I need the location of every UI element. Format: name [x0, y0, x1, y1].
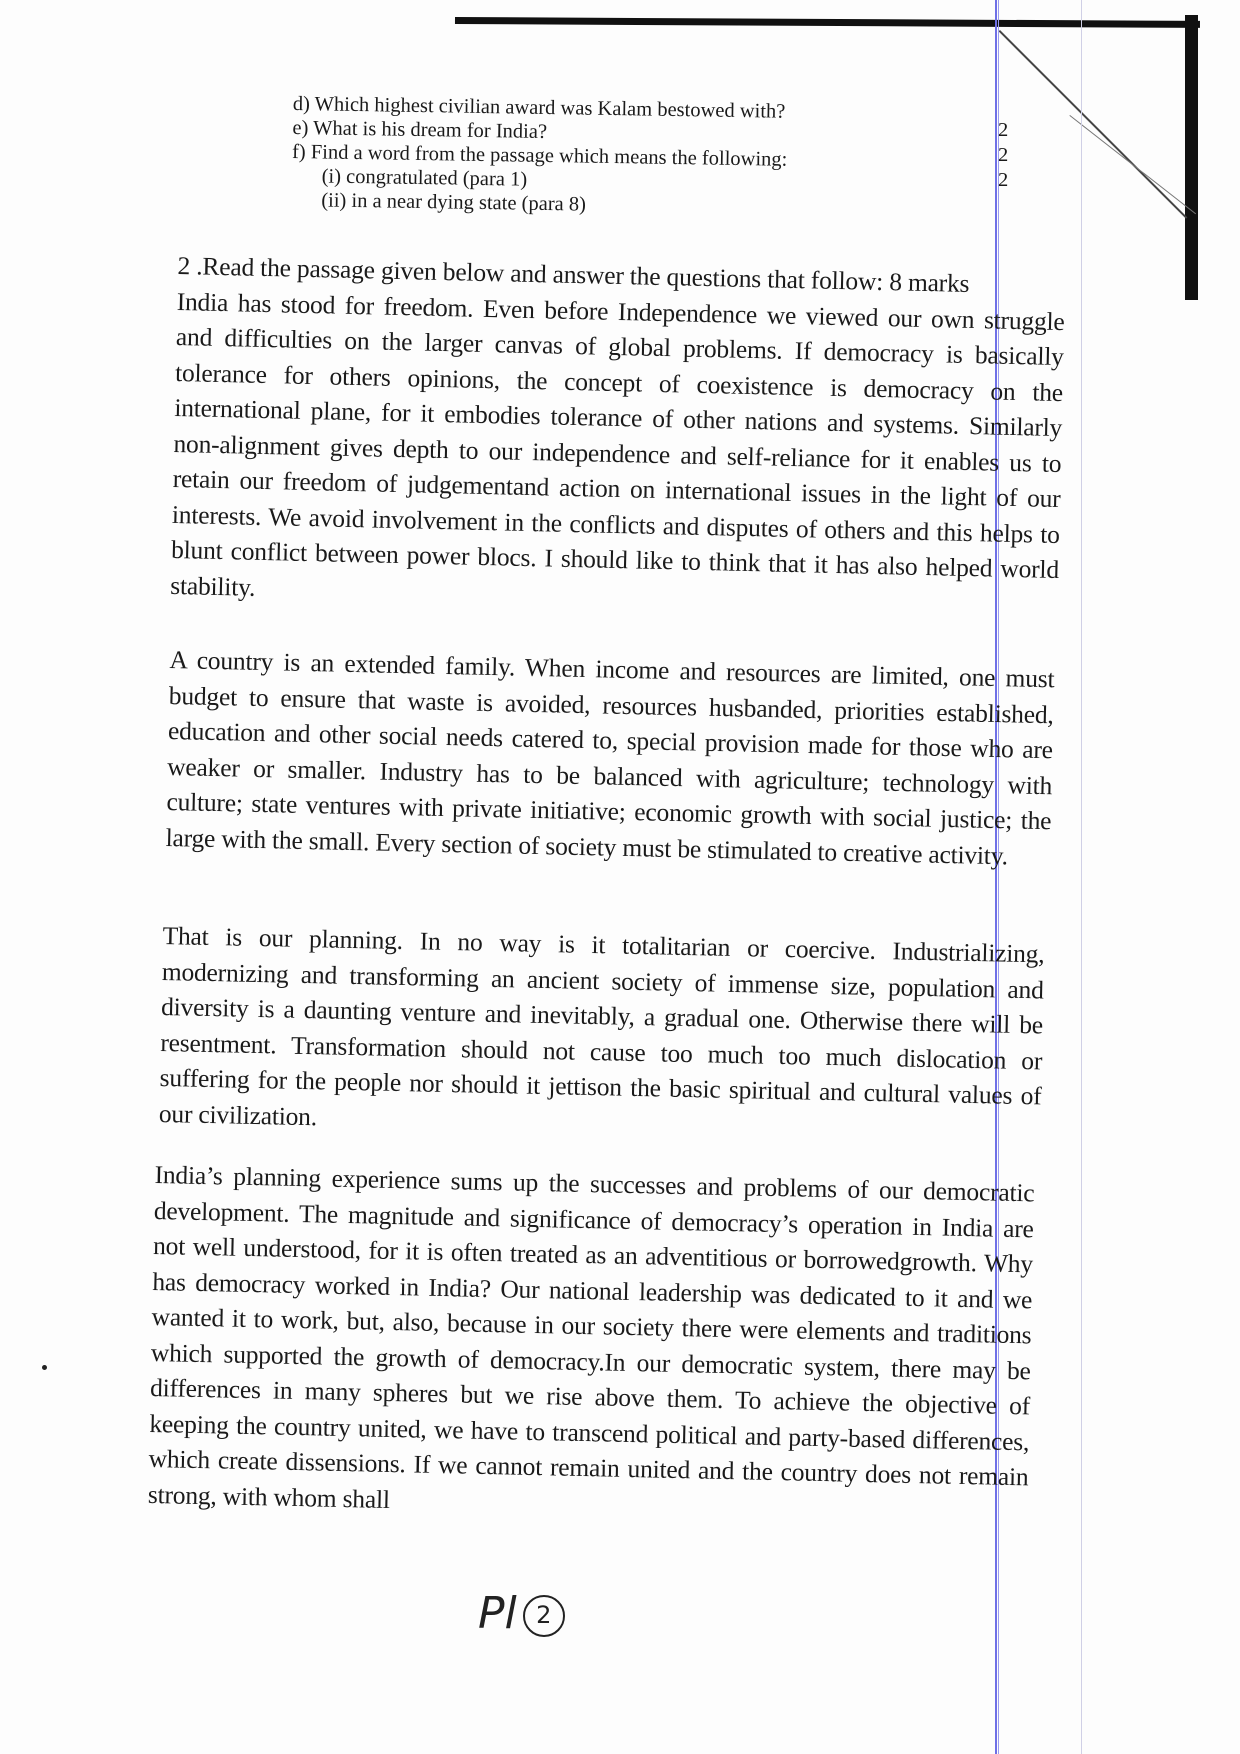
passage-paragraph-2: A country is an extended family. When income and resources are limited, one must budget to ensure that waste is avoided, resources husbanded, priorities established, education and other social needs catered to, special provision made for those who are weaker or smaller. Industry has to be balanced with agriculture; technology with culture; state ventures with private initiative; economic growth with social justice; the large with the small. Every section of society must be stimulated to creative activity.	[165, 644, 1055, 870]
section-heading: 2 .Read the passage given below and answer the questions that follow: 8 marks	[177, 250, 970, 298]
passage-paragraph-4: India’s planning experience sums up the successes and problems of our democratic development. The magnitude and significance of democracy’s operation in India are not well understood, for it is often treated as an adventitious or borrowedgrowth. Why has democracy worked in India? Our national leadership was dedicated to it and we wanted it to work, but, also, because in our society there were elements and traditions which supported the growth of democracy.In our democratic system, there may be differences in many spheres but we rise above them. To achieve the objective of keeping the country united, we have to transcend political and party-based differences, which create dissensions. If we cannot remain united and the country does not remain strong, with whom shall	[147, 1159, 1035, 1514]
page-label: Pl	[478, 1588, 517, 1639]
diagonal-mark-faint	[1069, 115, 1196, 214]
passage-paragraph-1	[170, 248, 1066, 623]
paragraph-text: India has stood for freedom. Even before Independence we viewed our own struggle and difficulties on the larger canvas of global problems. If democracy is basically tolerance for others opinions, the concept of coexistence is democracy on the international plane, for it embodies tolerance of other nations and systems. Similarly non-alignment gives depth to our independence and self-reliance for it enables us to retain our freedom of judgementand action on international issues in the light of our interests. We avoid involvement in the conflicts and disputes of others and this helps to blunt conflict between power blocs. I should like to think that it has also helped world stability.	[170, 286, 1065, 602]
passage-paragraph-3: That is our planning. In no way is it totalitarian or coercive. Industrializing, modernizing and transforming an ancient society of immense size, population and diversity is a daunting venture and inevitably, a gradual one. Otherwise there will be resentment. Transformation should not cause too much too much dislocation or suffering for the people nor should it jettison the basic spiritual and cultural values of our civilization.	[158, 920, 1045, 1131]
mark-value: 2	[998, 169, 1009, 191]
question-f: f) Find a word from the passage which means the following:	[291, 140, 788, 171]
page-border-top	[455, 17, 1200, 28]
page-border-right	[1185, 15, 1198, 300]
marks-column	[998, 118, 1008, 193]
margin-line-faint	[1081, 0, 1082, 1754]
scan-speck	[42, 1365, 47, 1370]
page-number-circle: 2	[523, 1595, 565, 1637]
mark-value: 2	[998, 119, 1009, 141]
question-d: d) Which highest civilian award was Kalam bestowed with?	[292, 92, 786, 123]
question-f-ii: (ii) in a near dying state (para 8)	[321, 189, 587, 216]
question-f-i: (i) congratulated (para 1)	[321, 165, 528, 191]
question-e: e) What is his dream for India?	[292, 116, 548, 143]
handwritten-page-number	[478, 1588, 565, 1639]
question-list	[291, 92, 1053, 224]
mark-value: 2	[998, 144, 1009, 166]
